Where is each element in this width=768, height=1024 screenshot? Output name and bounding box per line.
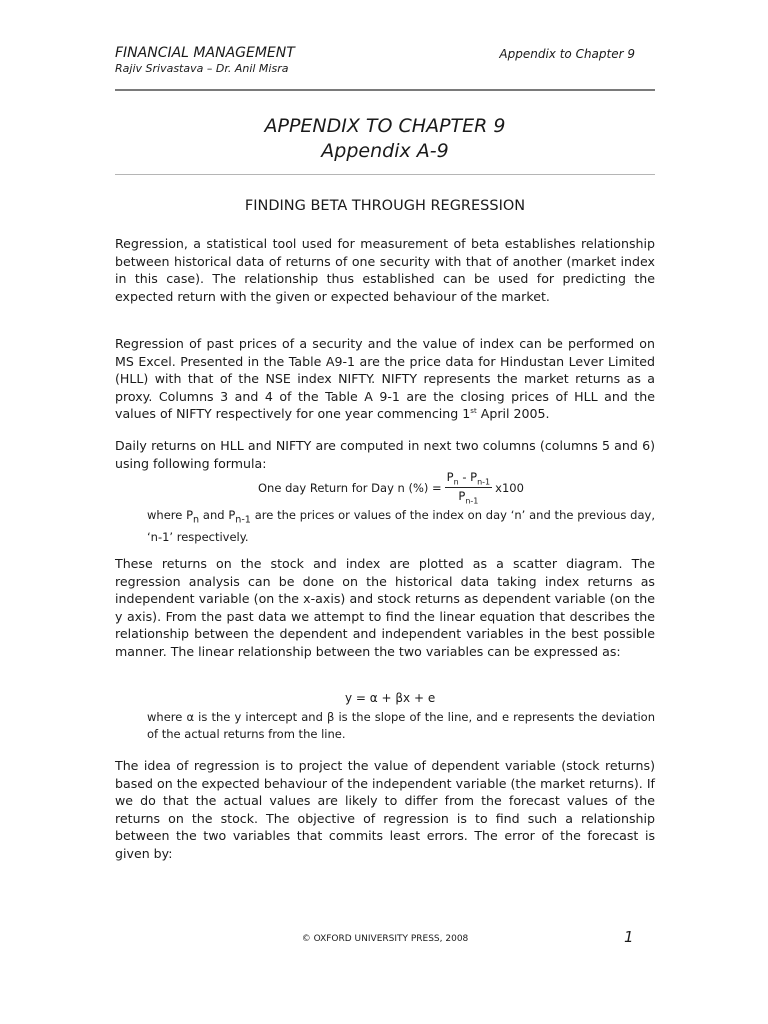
- formula-denominator: $P_{n-1}$: [458, 489, 479, 506]
- header-divider: [115, 89, 655, 91]
- formula-numerator: $P_n - P_{n-1}$: [446, 470, 491, 487]
- equation-explanation: where α is the y intercept and β is the slope of the line, and e represents the deviation of the actual returns from the line.: [147, 710, 655, 741]
- page-title: [115, 114, 655, 164]
- section-label: Appendix to Chapter 9: [499, 47, 635, 61]
- formula-multiplier: x100: [495, 480, 524, 495]
- book-title: FINANCIAL MANAGEMENT: [115, 45, 295, 61]
- paragraph-1: Regression, a statistical tool used for measurement of beta establishes relationship between historical data of returns of one security with that of another (market index in this case). The relationship thus established can be used for predicting the expected return with the given or expected behaviour of the market.: [115, 236, 655, 304]
- running-header: [115, 45, 295, 76]
- paragraph-2: [115, 335, 655, 423]
- formula-fraction: [445, 470, 492, 506]
- copyright-footer: © OXFORD UNIVERSITY PRESS, 2008: [301, 934, 469, 944]
- title-line-2: Appendix A-9: [321, 140, 449, 162]
- paragraph-4: These returns on the stock and index are plotted as a scatter diagram. The regression analysis can be done on the historical data taking index returns as independent variable (on the x-axis) and stock returns as dependent variable (on the y axis). From the past data we attempt to find the linear equation that describes the relationship between the dependent and independent variables in the best possible manner. The linear relationship between the two variables can be expressed as:: [115, 556, 655, 659]
- title-line-1: APPENDIX TO CHAPTER 9: [264, 115, 506, 137]
- section-heading: FINDING BETA THROUGH REGRESSION: [244, 198, 526, 214]
- paragraph-5: The idea of regression is to project the value of dependent variable (stock returns) based on the expected behaviour of the independent variable (the market returns). If we do that the actual values are likely to differ from the forecast values of the returns on the stock. The objective of regression is to find such a relationship between the two variables that commits least errors. The error of the forecast is given by:: [115, 758, 655, 861]
- paragraph-2-text: Regression of past prices of a security and the value of index can be performed on MS Excel. Presented in the Table A9-1 are the price data for Hindustan Lever Limited (HLL) with that of the NSE index NIFTY. NIFTY represents the market returns as a proxy. Columns 3 and 4 of the Table A 9-1 are the closing prices of HLL and the values of NIFTY respectively for one year commencing 1: [115, 336, 655, 422]
- formula-explanation: where $P_n$ and $P_{n-1}$ are the prices or values of the index on day ‘n’ and the previous day, ‘n-1’ respectively.: [147, 508, 655, 544]
- ordinal-suffix: st: [470, 407, 477, 416]
- paragraph-3: Daily returns on HLL and NIFTY are computed in next two columns (columns 5 and 6) using following formula:: [115, 438, 655, 471]
- title-divider: [115, 174, 655, 175]
- authors: Rajiv Srivastava – Dr. Anil Misra: [115, 62, 289, 75]
- return-formula: [258, 470, 524, 506]
- paragraph-2-tail: April 2005.: [476, 406, 550, 422]
- page-number: 1: [624, 928, 634, 946]
- regression-equation: y = α + βx + e: [345, 691, 436, 705]
- formula-lhs: One day Return for Day n (%) =: [258, 480, 442, 495]
